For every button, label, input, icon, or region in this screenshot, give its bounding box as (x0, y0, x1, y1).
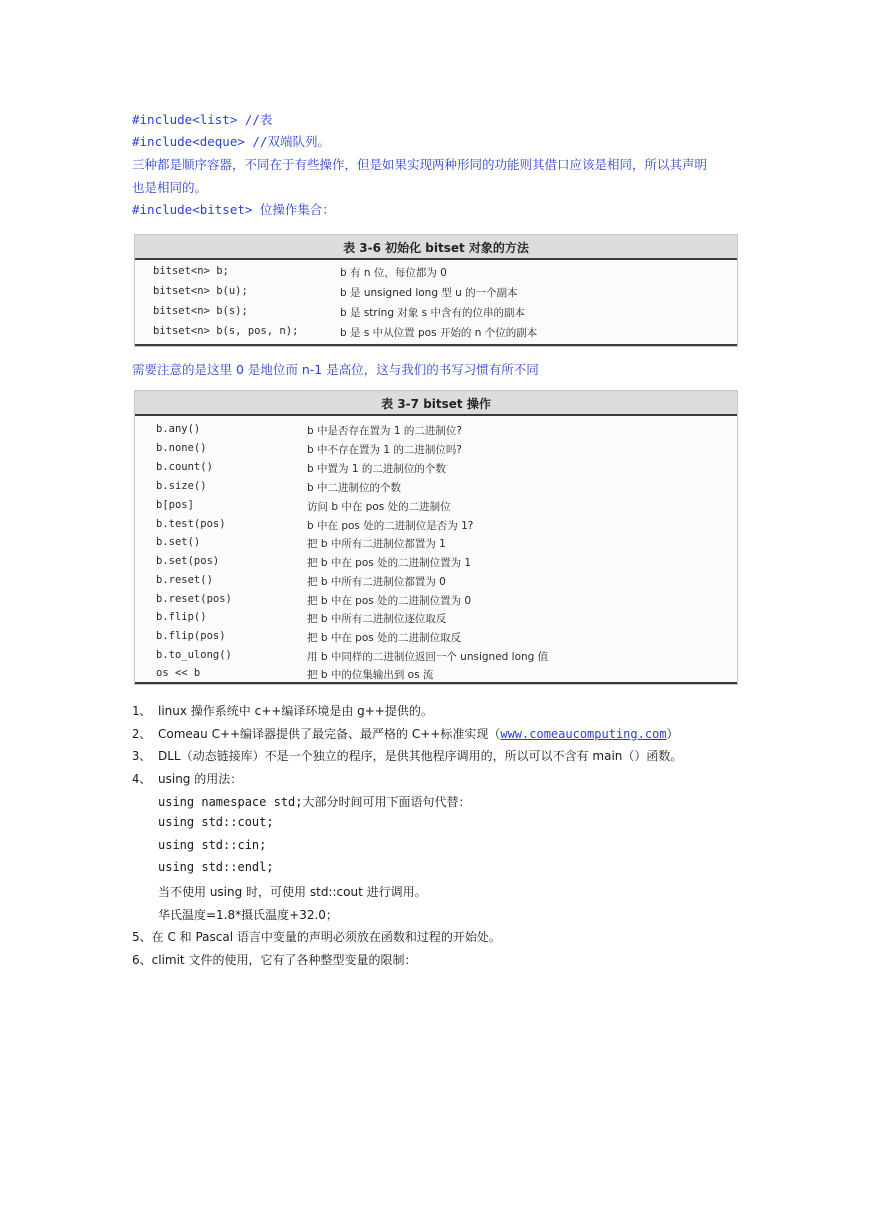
table-cell-desc: 把 b 中的位集输出到 os 流 (307, 669, 434, 681)
table-header-bar (135, 391, 737, 416)
bit-order-note: 需要注意的是这里 0 是地位而 n-1 是高位，这与我们的书写习惯有所不同 (132, 362, 539, 377)
table-row (135, 534, 737, 553)
list-number: 1、 (132, 704, 152, 718)
table-row (135, 628, 737, 647)
table-row (135, 283, 737, 302)
list-number: 3、 (132, 749, 152, 763)
table-row (135, 572, 737, 591)
using-namespace-line: using namespace std;大部分时间可用下面语句代替： (158, 795, 471, 809)
table-cell-desc: b 是 string 对象 s 中含有的位串的副本 (340, 307, 525, 319)
list-text: DLL（动态链接库）不是一个独立的程序，是供其他程序调用的，所以可以不含有 main（）函数。 (158, 749, 683, 763)
list-number: 2、 (132, 727, 152, 741)
list-text-end: ） (666, 727, 679, 741)
table-cell-code: b.flip() (156, 611, 207, 623)
table-cell-code: b.size() (156, 480, 207, 492)
list-item (132, 747, 682, 764)
table-cell-desc: b 中是否存在置为 1 的二进制位? (307, 425, 462, 437)
table-cell-code: b.to_ulong() (156, 649, 232, 661)
bitset-init-table-image (134, 234, 738, 347)
table-row (135, 553, 737, 572)
list-item: 6、climit 文件的使用，它有了各种整型变量的限制： (132, 953, 417, 967)
table-cell-desc: 用 b 中同样的二进制位返回一个 unsigned long 值 (307, 651, 549, 663)
include-list-line: #include<list> //表 (132, 112, 273, 127)
table-cell-code: b[pos] (156, 499, 194, 511)
table-cell-code: b.count() (156, 461, 213, 473)
table-cell-code: bitset<n> b(u); (153, 285, 248, 297)
table-header-bar (135, 235, 737, 260)
std-cout-note: 当不使用 using 时，可使用 std::cout 进行调用。 (158, 885, 427, 899)
table-row (135, 263, 737, 282)
list-item (132, 702, 433, 719)
table-cell-desc: 把 b 中在 pos 处的二进制位取反 (307, 632, 462, 644)
table-cell-code: b.set() (156, 536, 201, 548)
table-cell-code: b.test(pos) (156, 518, 226, 530)
table-cell-code: b.reset(pos) (156, 593, 232, 605)
table-cell-code: b.none() (156, 442, 207, 454)
table-title: 表 3-6 初始化 bitset 对象的方法 (343, 241, 529, 255)
table-cell-desc: b 中二进制位的个数 (307, 482, 402, 494)
list-text: Comeau C++编译器提供了最完备、最严格的 C++标准实现（ (158, 727, 501, 741)
list-item: 5、在 C 和 Pascal 语言中变量的声明必须放在函数和过程的开始处。 (132, 930, 501, 944)
list-item (132, 725, 679, 742)
table-cell-desc: 访问 b 中在 pos 处的二进制位 (307, 501, 451, 513)
list-text: using 的用法： (158, 772, 243, 786)
table-title: 表 3-7 bitset 操作 (381, 397, 491, 411)
table-row (135, 516, 737, 535)
container-description-line: 三种都是顺序容器，不同在于有些操作，但是如果实现两种形同的功能则其借口应该是相同，所以其声明 (132, 157, 708, 172)
bitset-operations-table-image (134, 390, 738, 685)
table-cell-desc: 把 b 中在 pos 处的二进制位置为 1 (307, 557, 472, 569)
temperature-formula: 华氏温度=1.8*摄氏温度+32.0； (158, 908, 338, 922)
table-cell-code: b.any() (156, 423, 201, 435)
table-bottom-rule (135, 682, 737, 684)
list-text: linux 操作系统中 c++编译环境是由 g++提供的。 (158, 704, 433, 718)
table-cell-desc: b 中不存在置为 1 的二进制位吗? (307, 444, 462, 456)
table-cell-code: b.reset() (156, 574, 213, 586)
table-row (135, 459, 737, 478)
table-cell-desc: 把 b 中所有二进制位都置为 0 (307, 576, 446, 588)
using-cin-line: using std::cin; (158, 838, 267, 852)
table-cell-code: bitset<n> b; (153, 265, 229, 277)
container-description-line-2: 也是相同的。 (132, 180, 208, 195)
table-cell-desc: b 有 n 位，每位都为 0 (340, 267, 447, 279)
table-cell-desc: 把 b 中在 pos 处的二进制位置为 0 (307, 595, 472, 607)
table-cell-code: bitset<n> b(s); (153, 305, 248, 317)
table-cell-desc: 把 b 中所有二进制位逐位取反 (307, 613, 447, 625)
table-cell-desc: b 中置为 1 的二进制位的个数 (307, 463, 446, 475)
table-cell-code: b.set(pos) (156, 555, 220, 567)
table-cell-code: os << b (156, 667, 201, 679)
include-deque-line: #include<deque> //双端队列。 (132, 134, 330, 149)
using-cout-line: using std::cout; (158, 815, 274, 829)
table-row (135, 591, 737, 610)
using-endl-line: using std::endl; (158, 860, 274, 874)
table-row (135, 609, 737, 628)
table-row (135, 421, 737, 440)
table-row (135, 478, 737, 497)
table-row (135, 323, 737, 342)
table-cell-desc: b 是 unsigned long 型 u 的一个副本 (340, 287, 518, 299)
table-row (135, 440, 737, 459)
list-item (132, 770, 242, 787)
table-row (135, 303, 737, 322)
comeau-link[interactable]: www.comeaucomputing.com (500, 727, 667, 741)
table-row (135, 497, 737, 516)
table-cell-desc: 把 b 中所有二进制位都置为 1 (307, 538, 446, 550)
table-cell-code: b.flip(pos) (156, 630, 226, 642)
list-number: 4、 (132, 772, 152, 786)
table-cell-desc: b 是 s 中从位置 pos 开始的 n 个位的副本 (340, 327, 538, 339)
table-cell-desc: b 中在 pos 处的二进制位是否为 1? (307, 520, 474, 532)
table-cell-code: bitset<n> b(s, pos, n); (153, 325, 299, 337)
table-bottom-rule (135, 344, 737, 346)
include-bitset-line: #include<bitset> 位操作集合： (132, 202, 335, 217)
table-row (135, 647, 737, 666)
